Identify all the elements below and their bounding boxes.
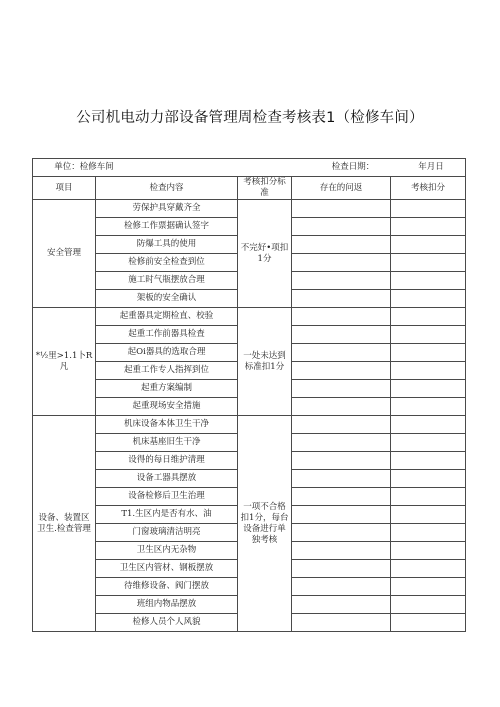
- unit-label: 单位：检修车间: [54, 161, 114, 172]
- deduction-standard-cell: 一项不合格扣1分，每台设备进行单独考核: [238, 416, 292, 632]
- header-problems: 存在的问返: [292, 177, 391, 200]
- deduction-cell[interactable]: [391, 524, 466, 542]
- category-cell: 设备、装置区卫生.检查管理: [33, 416, 96, 632]
- problem-cell[interactable]: [292, 308, 391, 326]
- deduction-cell[interactable]: [391, 596, 466, 614]
- problem-cell[interactable]: [292, 524, 391, 542]
- problem-cell[interactable]: [292, 470, 391, 488]
- deduction-cell[interactable]: [391, 560, 466, 578]
- check-item-cell: 起重器具定期检直、校验: [96, 308, 238, 326]
- problem-cell[interactable]: [292, 326, 391, 344]
- deduction-cell[interactable]: [391, 470, 466, 488]
- problem-cell[interactable]: [292, 434, 391, 452]
- deduction-cell[interactable]: [391, 254, 466, 272]
- problem-cell[interactable]: [292, 380, 391, 398]
- problem-cell[interactable]: [292, 236, 391, 254]
- check-item-cell: 检修前安全检查到位: [96, 254, 238, 272]
- check-item-cell: 起重工作前器具检査: [96, 326, 238, 344]
- check-item-cell: 检修人员个人风貌: [96, 614, 238, 632]
- problem-cell[interactable]: [292, 218, 391, 236]
- check-item-cell: 卫生区内管材、钢板摆放: [96, 560, 238, 578]
- deduction-cell[interactable]: [391, 452, 466, 470]
- deduction-cell[interactable]: [391, 380, 466, 398]
- check-item-cell: 门窗玻璃清洁明亮: [96, 524, 238, 542]
- deduction-cell[interactable]: [391, 398, 466, 416]
- problem-cell[interactable]: [292, 200, 391, 218]
- deduction-cell[interactable]: [391, 362, 466, 380]
- header-row: [33, 177, 466, 200]
- deduction-cell[interactable]: [391, 488, 466, 506]
- problem-cell[interactable]: [292, 452, 391, 470]
- check-item-cell: T1.生区内是否有水、油: [96, 506, 238, 524]
- deduction-cell[interactable]: [391, 578, 466, 596]
- problem-cell[interactable]: [292, 542, 391, 560]
- check-item-cell: 机床基座旧生干净: [96, 434, 238, 452]
- deduction-cell[interactable]: [391, 218, 466, 236]
- deduction-cell[interactable]: [391, 542, 466, 560]
- header-deduction: 考核扣分: [391, 177, 466, 200]
- problem-cell[interactable]: [292, 344, 391, 362]
- check-item-cell: 检修工作票据确认签字: [96, 218, 238, 236]
- inspection-table: [32, 158, 466, 632]
- problem-cell[interactable]: [292, 560, 391, 578]
- problem-cell[interactable]: [292, 272, 391, 290]
- check-item-cell: 防爆工具的使用: [96, 236, 238, 254]
- check-item-cell: 起重工作专人指挥到位: [96, 362, 238, 380]
- check-item-cell: 待维修设备、阀门摆放: [96, 578, 238, 596]
- deduction-cell[interactable]: [391, 308, 466, 326]
- check-item-cell: 起重现场安全措施: [96, 398, 238, 416]
- problem-cell[interactable]: [292, 416, 391, 434]
- info-cell: [33, 159, 466, 177]
- deduction-standard-cell: 一处未达到标准扣1分: [238, 308, 292, 416]
- inspection-date-value: 年月日: [418, 161, 444, 172]
- check-item-cell: 起Oi器具的选取合理: [96, 344, 238, 362]
- check-item-cell: 施工时气瓶摆放合理: [96, 272, 238, 290]
- category-cell: 安全管理: [33, 200, 96, 308]
- check-item-cell: 班组内物品摆放: [96, 596, 238, 614]
- check-item-cell: 架板的安全确认: [96, 290, 238, 308]
- header-item: 项目: [33, 177, 96, 200]
- deduction-cell[interactable]: [391, 200, 466, 218]
- problem-cell[interactable]: [292, 596, 391, 614]
- problem-cell[interactable]: [292, 614, 391, 632]
- problem-cell[interactable]: [292, 290, 391, 308]
- header-content: 检查内容: [96, 177, 238, 200]
- deduction-cell[interactable]: [391, 416, 466, 434]
- deduction-cell[interactable]: [391, 614, 466, 632]
- form-title: 公司机电动力部设备管理周检查考核表1（检修车间）: [76, 110, 424, 126]
- check-item-cell: 卫生区内无杂物: [96, 542, 238, 560]
- deduction-cell[interactable]: [391, 434, 466, 452]
- table-row: [33, 200, 466, 218]
- problem-cell[interactable]: [292, 506, 391, 524]
- check-item-cell: 起重方案编制: [96, 380, 238, 398]
- problem-cell[interactable]: [292, 578, 391, 596]
- problem-cell[interactable]: [292, 362, 391, 380]
- deduction-standard-cell: 不完好•项扣1分: [238, 200, 292, 308]
- deduction-cell[interactable]: [391, 326, 466, 344]
- problem-cell[interactable]: [292, 398, 391, 416]
- check-item-cell: 机床设备本体卫生干净: [96, 416, 238, 434]
- check-item-cell: 设得的每日维护清理: [96, 452, 238, 470]
- problem-cell[interactable]: [292, 488, 391, 506]
- header-standard: 考核扣分标准: [238, 177, 292, 200]
- deduction-cell[interactable]: [391, 290, 466, 308]
- table-row: [33, 416, 466, 434]
- check-item-cell: 劳保护具穿戴齐全: [96, 200, 238, 218]
- problem-cell[interactable]: [292, 254, 391, 272]
- table-row: [33, 308, 466, 326]
- info-row: [33, 159, 466, 177]
- check-item-cell: 设备检修后卫生治理: [96, 488, 238, 506]
- inspection-date-label: 检查日期：: [331, 161, 375, 172]
- check-item-cell: 设备工器具摆放: [96, 470, 238, 488]
- deduction-cell[interactable]: [391, 506, 466, 524]
- deduction-cell[interactable]: [391, 272, 466, 290]
- category-cell: *½里>1.1卜R凡: [33, 308, 96, 416]
- deduction-cell[interactable]: [391, 236, 466, 254]
- deduction-cell[interactable]: [391, 344, 466, 362]
